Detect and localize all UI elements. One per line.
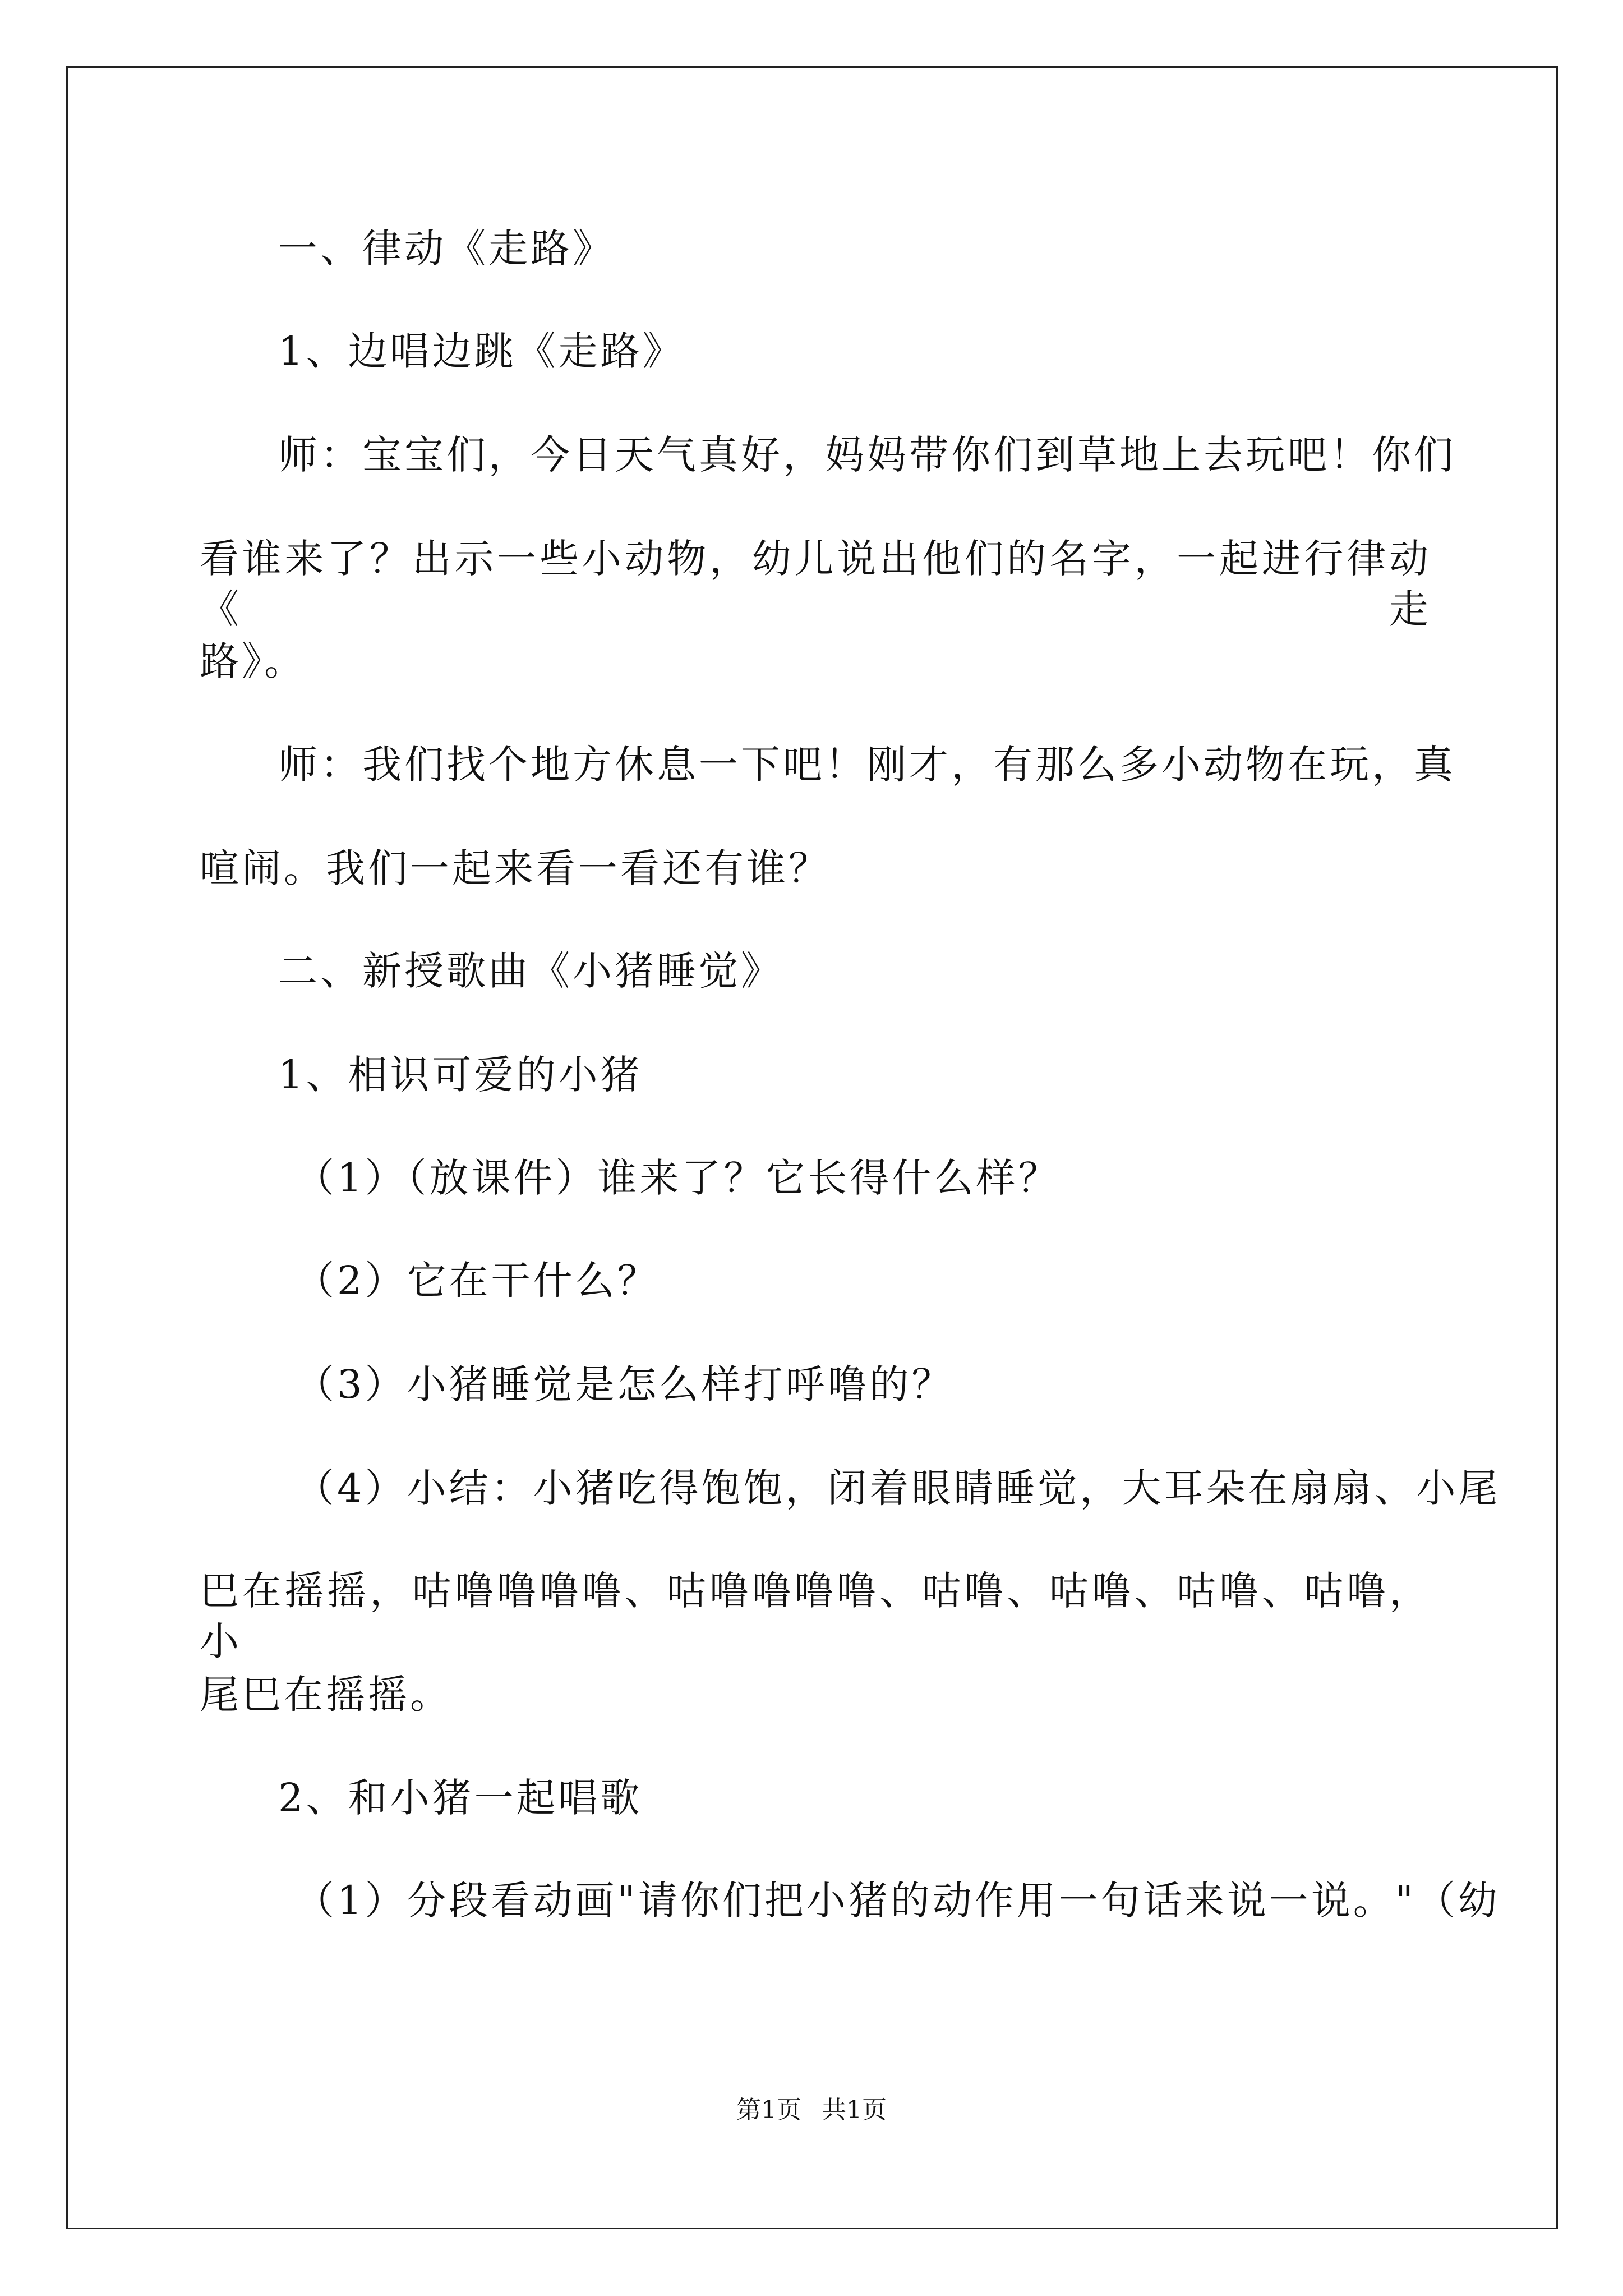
page-number: 第1页 [736,2096,801,2124]
paragraph-line: 巴在摇摇，咕噜噜噜噜、咕噜噜噜噜、咕噜、咕噜、咕噜、咕噜，小 [200,1568,1431,1664]
section-heading-2: 二、新授歌曲《小猪睡觉》 [278,948,783,994]
paragraph-line: 喧闹。我们一起来看一看还有谁？ [200,845,831,891]
subsection-heading: 1、边唱边跳《走路》 [278,328,685,374]
subsection-heading: 2、和小猪一起唱歌 [278,1775,643,1821]
list-item: （4）小结：小猪吃得饱饱，闭着眼睛睡觉，大耳朵在扇扇、小尾 [295,1465,1501,1511]
section-heading-1: 一、律动《走路》 [278,226,615,272]
list-item: （2）它在干什么？ [295,1258,660,1304]
list-item: （1）分段看动画"请你们把小猪的动作用一句话来说一说。"（幼 [295,1878,1500,1924]
paragraph-line: 尾巴在摇摇。 [200,1672,452,1718]
paragraph-line: 师：我们找个地方休息一下吧！刚才，有那么多小动物在玩，真 [278,742,1456,788]
paragraph-line: 师：宝宝们，今日天气真好，妈妈带你们到草地上去玩吧！你们 [278,432,1456,478]
page-total: 共1页 [822,2096,887,2124]
paragraph-line: 路》。 [200,638,306,684]
list-item: （3）小猪睡觉是怎么样打呼噜的？ [295,1361,954,1407]
paragraph-line: 看谁来了？出示一些小动物，幼儿说出他们的名字，一起进行律动《走 [200,536,1431,632]
page-footer [0,2093,1623,2127]
subsection-heading: 1、相识可爱的小猪 [278,1052,643,1098]
list-item: （1）（放课件）谁来了？它长得什么样？ [295,1155,1061,1201]
